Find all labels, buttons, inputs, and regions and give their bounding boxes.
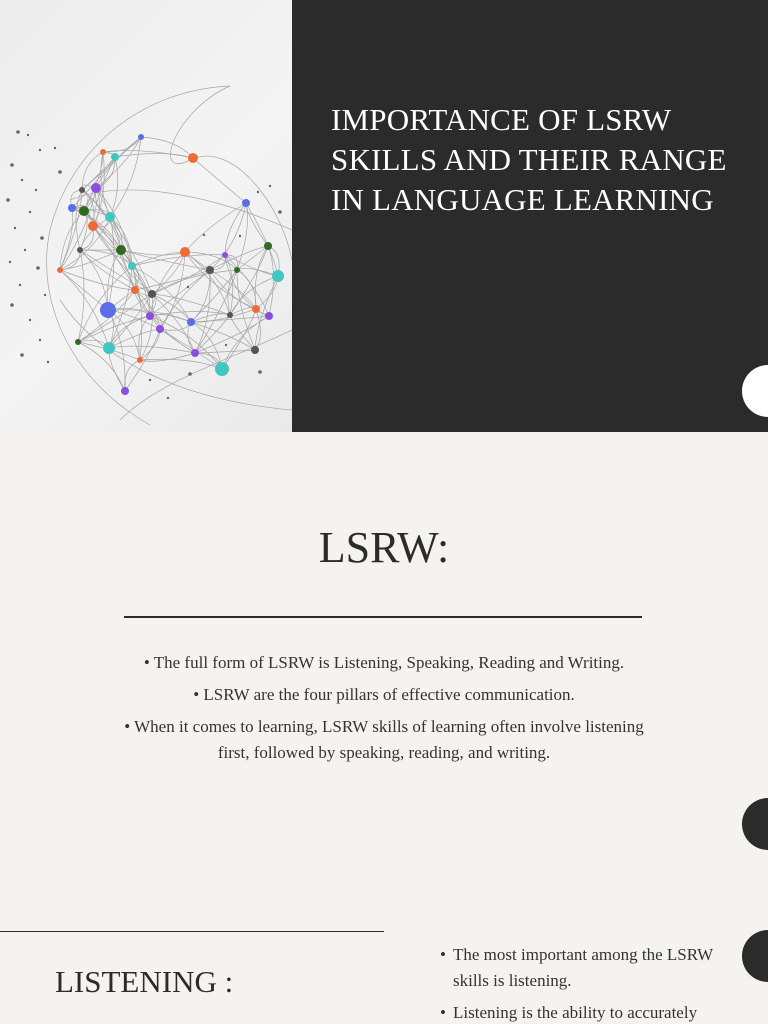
dust-dot: [188, 372, 192, 376]
bullet-glyph: •: [143, 653, 150, 672]
dust-dot: [257, 191, 259, 193]
network-node: [103, 342, 115, 354]
network-node: [100, 149, 106, 155]
lsrw-slide: [0, 432, 768, 880]
dust-dot: [44, 294, 46, 296]
list-item: • When it comes to learning, LSRW skills of learning often involve listening first, followed by speaking, reading, and writing.: [124, 717, 644, 762]
network-node: [148, 290, 156, 298]
network-edge: [152, 294, 191, 322]
network-node: [116, 245, 126, 255]
bullet-glyph: •: [440, 945, 446, 964]
listening-heading: LISTENING :: [55, 964, 234, 999]
network-edge: [210, 270, 269, 316]
network-node: [227, 312, 233, 318]
network-node: [242, 199, 250, 207]
network-node: [57, 267, 63, 273]
bullet-glyph: •: [193, 685, 200, 704]
dust-dot: [27, 134, 29, 136]
network-node: [265, 312, 273, 320]
listening-bullet-list: [440, 942, 740, 1024]
network-edge: [78, 342, 125, 391]
dust-dot: [203, 234, 205, 236]
network-node: [138, 134, 144, 140]
dust-dot: [225, 344, 227, 346]
dust-dot: [20, 353, 24, 357]
bullet-glyph: •: [124, 717, 131, 736]
network-edge: [160, 252, 185, 329]
dust-dot: [54, 147, 56, 149]
network-node: [77, 247, 83, 253]
network-edge: [141, 137, 193, 158]
network-node: [146, 312, 154, 320]
dust-dot: [29, 211, 31, 213]
dust-dot: [9, 261, 11, 263]
network-node: [206, 266, 214, 274]
slide-corner-dot: [742, 798, 768, 850]
dust-dot: [187, 286, 189, 288]
dust-dot: [16, 130, 20, 134]
network-edges: [47, 86, 292, 425]
network-node: [215, 362, 229, 376]
bullet-glyph: •: [440, 1003, 446, 1022]
dust-dots: [6, 130, 282, 399]
network-nodes: [57, 134, 284, 395]
network-node: [121, 387, 129, 395]
dust-dot: [14, 227, 16, 229]
list-item: • LSRW are the four pillars of effective communication.: [193, 685, 575, 704]
dust-dot: [35, 189, 37, 191]
dust-dot: [29, 319, 31, 321]
network-node: [156, 325, 164, 333]
dust-dot: [167, 397, 169, 399]
network-edge: [268, 246, 274, 316]
list-item: • Listening is the ability to accurately: [440, 1000, 740, 1024]
dust-dot: [239, 235, 241, 237]
network-edge: [193, 158, 246, 203]
list-item: • The full form of LSRW is Listening, Speaking, Reading and Writing.: [143, 653, 625, 672]
dust-dot: [258, 370, 262, 374]
dust-dot: [10, 303, 14, 307]
dust-dot: [21, 179, 23, 181]
network-node: [111, 153, 119, 161]
dust-dot: [10, 163, 14, 167]
dust-dot: [24, 249, 26, 251]
network-node: [191, 349, 199, 357]
network-edge: [84, 152, 103, 211]
dust-dot: [58, 170, 62, 174]
network-node: [105, 212, 115, 222]
network-edge: [246, 203, 268, 246]
network-edge: [60, 250, 80, 270]
dust-dot: [278, 210, 282, 214]
network-edge: [125, 360, 140, 391]
network-node: [251, 346, 259, 354]
network-node: [79, 206, 89, 216]
dust-dot: [39, 149, 41, 151]
lsrw-bullet-list: [110, 650, 658, 772]
presentation-title: IMPORTANCE OF LSRW SKILLS AND THEIR RANGE IN LANGUAGE LEARNING: [331, 102, 727, 217]
network-edge: [185, 203, 246, 252]
dust-dot: [269, 185, 271, 187]
heading-divider: [0, 931, 384, 932]
network-node: [222, 252, 228, 258]
list-item: • The most important among the LSRW skills is listening.: [440, 942, 740, 994]
dust-dot: [19, 284, 21, 286]
network-node: [75, 339, 81, 345]
network-node: [234, 267, 240, 273]
network-node: [100, 302, 116, 318]
network-node: [91, 183, 101, 193]
network-edge: [160, 322, 191, 330]
network-edge: [103, 137, 141, 152]
network-node: [188, 153, 198, 163]
network-edge: [80, 211, 87, 250]
heading-divider: [124, 616, 642, 618]
title-slide: [0, 0, 768, 432]
globe-arc: [120, 330, 292, 420]
dust-dot: [6, 198, 10, 202]
dust-dot: [36, 266, 40, 270]
network-node: [180, 247, 190, 257]
dust-dot: [40, 236, 44, 240]
listening-slide: [0, 880, 768, 1024]
network-node: [264, 242, 272, 250]
slide-corner-dot: [742, 930, 768, 982]
dust-dot: [47, 361, 49, 363]
network-edge: [109, 329, 160, 348]
network-edge: [109, 348, 125, 391]
slide-corner-dot: [742, 365, 768, 417]
network-node: [88, 221, 98, 231]
network-node: [137, 357, 143, 363]
network-node: [128, 262, 136, 270]
network-node: [272, 270, 284, 282]
lsrw-heading: LSRW:: [318, 523, 450, 572]
network-node: [68, 204, 76, 212]
network-node: [79, 187, 85, 193]
dust-dot: [39, 339, 41, 341]
network-node: [187, 318, 195, 326]
network-edge: [225, 255, 278, 276]
network-node: [252, 305, 260, 313]
globe-arc: [170, 86, 292, 260]
network-globe-illustration: [0, 0, 292, 432]
dust-dot: [149, 379, 151, 381]
network-globe-svg: [0, 0, 292, 432]
network-node: [131, 286, 139, 294]
